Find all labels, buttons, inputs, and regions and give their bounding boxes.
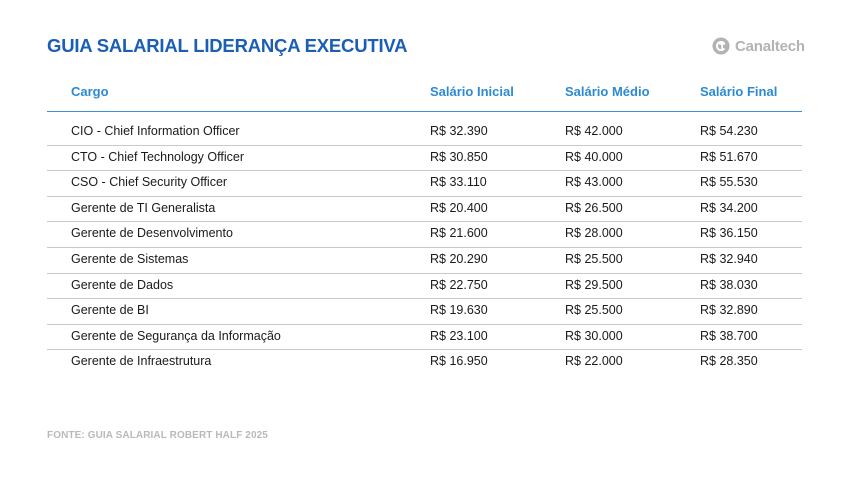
salary-table — [47, 77, 802, 375]
cell-salario-final: R$ 51.670 — [700, 149, 758, 164]
cell-salario-inicial: R$ 33.110 — [430, 175, 487, 190]
table-row — [47, 120, 802, 146]
cell-salario-inicial: R$ 22.750 — [430, 277, 488, 292]
cell-cargo: CSO - Chief Security Officer — [71, 175, 228, 190]
cell-salario-inicial: R$ 30.850 — [430, 149, 488, 164]
table-row — [47, 222, 802, 248]
table-row — [47, 325, 802, 351]
cell-salario-medio: R$ 43.000 — [565, 175, 623, 190]
cell-cargo: Gerente de Dados — [71, 277, 174, 292]
table-header — [47, 77, 802, 112]
source-note: FONTE: GUIA SALARIAL ROBERT HALF 2025 — [47, 430, 268, 441]
cell-cargo: CTO - Chief Technology Officer — [71, 149, 244, 164]
cell-salario-inicial: R$ 16.950 — [430, 354, 488, 369]
cell-salario-inicial: R$ 20.290 — [430, 251, 488, 266]
cell-cargo: Gerente de TI Generalista — [71, 200, 216, 215]
cell-salario-final: R$ 32.890 — [700, 303, 758, 318]
cell-cargo: Gerente de Desenvolvimento — [71, 226, 233, 241]
table-row — [47, 146, 802, 172]
cell-salario-final: R$ 36.150 — [700, 226, 758, 241]
cell-salario-final: R$ 38.700 — [700, 328, 758, 343]
cell-salario-inicial: R$ 19.630 — [430, 303, 488, 318]
table-row — [47, 299, 802, 325]
table-body — [47, 120, 802, 375]
cell-salario-medio: R$ 22.000 — [565, 354, 623, 369]
cell-salario-final: R$ 55.530 — [700, 175, 758, 190]
column-header-salario-medio: Salário Médio — [565, 84, 650, 99]
cell-salario-medio: R$ 25.500 — [565, 251, 623, 266]
table-row — [47, 248, 802, 274]
cell-salario-inicial: R$ 32.390 — [430, 124, 488, 138]
table-row — [47, 274, 802, 300]
cell-cargo: Gerente de BI — [71, 303, 149, 318]
cell-salario-medio: R$ 42.000 — [565, 124, 623, 138]
cell-salario-medio: R$ 30.000 — [565, 328, 623, 343]
cell-salario-medio: R$ 29.500 — [565, 277, 623, 292]
canaltech-logo-icon — [712, 37, 730, 55]
cell-salario-inicial: R$ 21.600 — [430, 226, 488, 241]
table-row — [47, 197, 802, 223]
column-header-salario-inicial: Salário Inicial — [430, 84, 514, 99]
page-title: GUIA SALARIAL LIDERANÇA EXECUTIVA — [47, 35, 408, 56]
cell-salario-final: R$ 38.030 — [700, 277, 758, 292]
table-row — [47, 171, 802, 197]
cell-salario-final: R$ 54.230 — [700, 124, 758, 138]
column-header-cargo: Cargo — [71, 84, 109, 99]
cell-cargo: Gerente de Segurança da Informação — [71, 328, 281, 343]
brand-name: Canaltech — [735, 37, 805, 55]
cell-salario-final: R$ 32.940 — [700, 251, 758, 266]
cell-salario-inicial: R$ 20.400 — [430, 200, 488, 215]
cell-cargo: Gerente de Sistemas — [71, 251, 189, 266]
brand-logo — [712, 36, 805, 56]
cell-salario-inicial: R$ 23.100 — [430, 328, 488, 343]
cell-salario-medio: R$ 40.000 — [565, 149, 623, 164]
cell-salario-medio: R$ 25.500 — [565, 303, 623, 318]
cell-salario-medio: R$ 28.000 — [565, 226, 623, 241]
table-row — [47, 350, 802, 375]
cell-cargo: Gerente de Infraestrutura — [71, 354, 212, 369]
cell-salario-final: R$ 28.350 — [700, 354, 758, 369]
cell-cargo: CIO - Chief Information Officer — [71, 124, 240, 138]
cell-salario-medio: R$ 26.500 — [565, 200, 623, 215]
cell-salario-final: R$ 34.200 — [700, 200, 758, 215]
column-header-salario-final: Salário Final — [700, 84, 778, 99]
